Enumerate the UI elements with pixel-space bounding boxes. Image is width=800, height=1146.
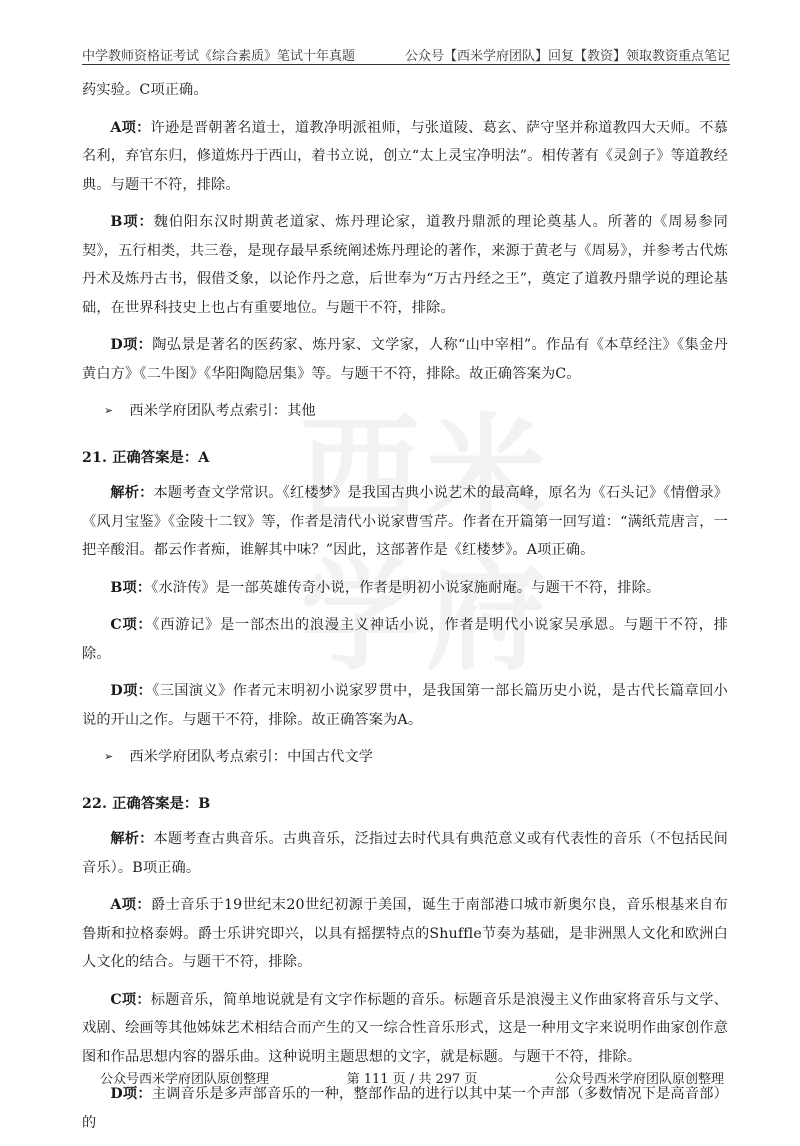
question-answer-heading: 22. 正确答案是：B <box>82 795 211 812</box>
topic-index-text: 西米学府团队考点索引：其他 <box>129 403 316 419</box>
paragraph-text: 药实验。C项正确。 <box>82 82 208 98</box>
option-label: B项： <box>110 214 154 230</box>
option-c-explanation <box>82 611 728 668</box>
option-text: 标题音乐，简单地说就是有文字作标题的音乐。标题音乐是浪漫主义作曲家将音乐与文学、戏剧、绘画等其他姊妹艺术相结合而产生的又一综合性音乐形式，这是一种用文字来说明作曲家创作意图和作品思想内容的器乐曲。这种说明主题思想的文字，就是标题。与题干不符，排除。 <box>82 991 728 1065</box>
watermark-char: 西 <box>300 403 420 542</box>
watermark-char: 府 <box>426 548 546 687</box>
option-text: 爵士音乐于19世纪末20世纪初源于美国，诞生于南部港口城市新奥尔良，音乐根基来自布鲁斯和拉格泰姆。爵士乐讲究即兴，以具有摇摆特点的Shuffle节奏为基础，是非洲黑人文化和欧洲白人文化的结合。与题干不符，排除。 <box>82 897 728 970</box>
footer-left: 公众号西米学府团队原创整理 <box>100 1072 270 1087</box>
option-label: B项： <box>110 579 152 596</box>
watermark-char: 米 <box>426 403 546 542</box>
option-text: 《水浒传》是一部英雄传奇小说，作者是明初小说家施耐庵。与题干不符，排除。 <box>151 579 661 596</box>
analysis-text: 本题考查文学常识。《红楼梦》是我国古典小说艺术的最高峰，原名为《石头记》《情僧录》《风月宝鉴》《金陵十二钗》等，作者是清代小说家曹雪芹。作者在开篇第一回写道：“满纸荒唐言，一把辛酸泪。都云作者痴，谁解其中味？”因此，这部著作是《红楼梦》。A项正确。 <box>82 485 729 558</box>
topic-index <box>104 397 728 426</box>
analysis-text: 本题考查古典音乐。古典音乐，泛指过去时代具有典范意义或有代表性的音乐（不包括民间音乐）。B项正确。 <box>82 831 728 876</box>
option-label: A项： <box>110 119 151 136</box>
analysis-label: 解析： <box>110 485 154 501</box>
option-label: C项： <box>110 991 151 1008</box>
header-title: 中学教师资格证考试《综合素质》笔试十年真题 <box>82 49 356 64</box>
arrow-bullet-icon: ➢ <box>104 750 114 763</box>
analysis <box>82 825 728 882</box>
question-answer-heading: 21. 正确答案是：A <box>82 449 210 466</box>
option-c-explanation <box>82 986 728 1072</box>
option-a-explanation <box>82 891 728 977</box>
option-d-explanation <box>82 677 728 734</box>
page-number: 第 111 页 / 共 297 页 <box>346 1072 478 1087</box>
option-label: D项： <box>110 337 153 353</box>
option-b-explanation <box>82 208 728 322</box>
watermark-char: 学 <box>300 548 420 687</box>
page-header <box>82 36 730 64</box>
header-rule <box>82 64 730 65</box>
option-a-explanation <box>82 114 728 200</box>
option-d-explanation <box>82 1080 728 1137</box>
page-footer <box>100 1068 724 1087</box>
option-text: 许逊是晋朝著名道士，道教净明派祖师，与张道陵、葛玄、萨守坚并称道教四大天师。不慕名利，弃官东归，修道炼丹于西山，着书立说，创立“太上灵宝净明法”。相传著有《灵剑子》等道教经典。与题干不符，排除。 <box>82 119 728 193</box>
footer-right: 公众号西米学府团队原创整理 <box>554 1072 724 1087</box>
option-label: D项： <box>110 683 153 699</box>
topic-index-text: 西米学府团队考点索引：中国古代文学 <box>129 749 374 765</box>
page-content <box>82 76 728 1146</box>
option-b-explanation <box>82 574 728 603</box>
analysis <box>82 479 728 565</box>
option-text: 魏伯阳东汉时期黄老道家、炼丹理论家，道教丹鼎派的理论奠基人。所著的《周易参同契》，五行相类，共三卷，是现存最早系统阐述炼丹理论的著作，来源于黄老与《周易》，并参考古代炼丹术及炼丹古书，假借爻象，以论作丹之意，后世奉为“万古丹经之王”，奠定了道教丹鼎学说的理论基础，在世界科技史上也占有重要地位。与题干不符，排除。 <box>82 214 728 316</box>
arrow-bullet-icon: ➢ <box>104 404 114 417</box>
option-text: 主调音乐是多声部音乐的一种，整部作品的进行以其中某一个声部（多数情况下是高音部）的 <box>82 1086 728 1131</box>
option-text: 陶弘景是著名的医药家、炼丹家、文学家，人称“山中宰相”。作品有《本草经注》《集金丹黄白方》《二牛图》《华阳陶隐居集》等。与题干不符，排除。故正确答案为C。 <box>82 337 728 382</box>
option-label: C项： <box>110 617 153 633</box>
option-text: 《西游记》是一部杰出的浪漫主义神话小说，作者是明代小说家吴承恩。与题干不符，排除。 <box>82 617 728 662</box>
header-promo: 公众号【西米学府团队】回复【教资】领取教资重点笔记 <box>404 49 730 64</box>
option-d-explanation <box>82 331 728 388</box>
topic-index <box>104 743 728 772</box>
option-label: A项： <box>110 897 151 913</box>
option-text: 《三国演义》作者元末明初小说家罗贯中，是我国第一部长篇历史小说，是古代长篇章回小说的开山之作。与题干不符，排除。故正确答案为A。 <box>82 683 728 728</box>
analysis-label: 解析： <box>110 831 154 847</box>
paragraph <box>82 76 728 105</box>
option-label: D项： <box>110 1086 152 1102</box>
